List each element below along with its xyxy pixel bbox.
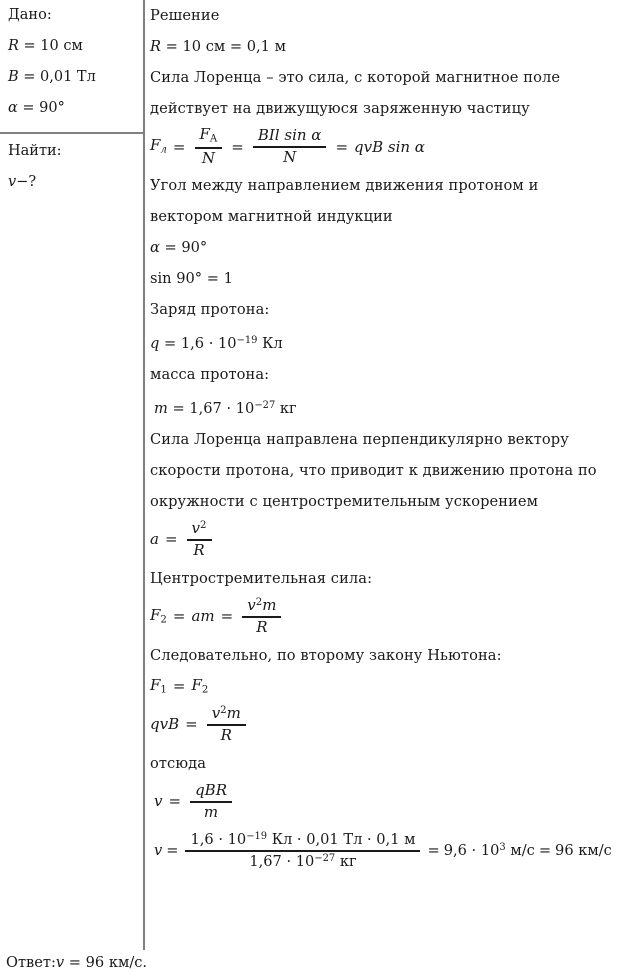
answer-label: Ответ: [6,954,56,971]
find-section [8,136,140,198]
velocity-result-km: 96 км/с [555,841,612,859]
force-equality-equals: = [172,676,186,695]
f2-symbol: F [150,606,161,625]
qvb-velocity-symbol: v [211,704,221,723]
solution-heading: Решение [150,7,220,24]
qvb-denominator: R [220,726,232,745]
result-mantissa: 9,6 · 10 [443,842,500,860]
charge-label: Заряд протона: [150,301,270,318]
given-induction-value: = 0,01 Тл [18,69,96,85]
velocity-fraction [190,782,232,822]
f2-subscript-ref: 2 [201,684,209,696]
formula-qvb-equation [150,702,638,748]
formula-velocity-numeric [150,825,638,877]
radius-symbol: R [150,38,161,55]
lorentz-fraction-expanded-numerator: BIl sin α [257,126,322,145]
f1-subscript: 1 [160,684,167,696]
lorentz-fraction-expanded [253,127,327,167]
find-heading: Найти: [8,143,62,159]
find-velocity-value: −? [16,174,37,190]
lorentz-fraction-ampere-numerator [195,126,223,146]
f2-mid-expression: am [191,607,215,626]
denominator-units: кг [335,853,357,871]
answer-line [6,950,147,976]
velocity-numeric-fraction [185,831,420,870]
velocity-equals: = [168,792,182,811]
given-induction-symbol: B [8,69,19,85]
answer-value: = 96 км/с. [64,954,148,971]
f2-denominator: R [256,618,268,637]
denominator-mantissa: 1,67 · 10 [249,853,315,871]
qvb-lhs: qvB [150,715,180,734]
lorentz-definition-line-1: Сила Лоренца – это сила, с которой магнитное поле [150,69,561,86]
perpendicular-description-line-1: Сила Лоренца направлена перпендикулярно вектору [150,430,569,448]
given-item-angle [8,93,140,124]
numerator-exponent: −19 [246,831,268,843]
result-unit: м/с [505,842,535,860]
lorentz-definition-line-2: действует на движущуюся заряженную частицу [150,100,530,117]
qvb-numerator [207,705,246,723]
given-section [8,0,140,124]
given-item-induction [8,62,140,93]
given-radius-value: = 10 см [18,38,83,54]
acceleration-symbol: a [150,530,159,549]
alpha-value: = 90° [159,239,208,256]
f2-velocity-exponent: 2 [255,596,263,608]
given-radius-symbol: R [8,38,19,54]
charge-value-line [150,325,638,359]
alpha-value-line [150,232,638,263]
find-item-velocity [8,167,140,198]
qvb-mass-symbol: m [226,704,241,723]
formula-centripetal-force [150,594,638,640]
alpha-symbol: α [150,239,160,256]
formula-velocity-symbolic [150,779,638,825]
f2-subscript: 2 [160,614,167,626]
numerator-mantissa: 1,6 · 10 [190,831,247,849]
newton-law-label: Следовательно, по второму закону Ньютона: [150,646,502,664]
qvb-fraction [207,705,246,745]
velocity-numeric-numerator [185,831,420,848]
solution-radius-conversion [150,31,638,62]
charge-unit: Кл [257,334,283,352]
mass-label: масса протона: [150,365,270,383]
formula-centripetal-acceleration [150,517,638,563]
f2-equals-2: = [220,607,234,626]
denominator-exponent: −27 [314,853,336,865]
lorentz-fraction-expanded-denominator: N [283,148,297,167]
perpendicular-description-line-3: окружности с центростремительным ускорением [150,492,539,510]
f2-fraction [242,597,281,637]
f2-lhs [150,608,167,626]
acceleration-equals: = [164,530,178,549]
force-equality-rhs [191,675,209,696]
acceleration-numerator [187,520,212,538]
mass-value-line [150,390,638,424]
lorentz-lhs [150,138,167,156]
charge-exponent: −19 [236,335,258,346]
formula-lorentz-force [150,124,638,170]
lorentz-equals-2: = [231,137,244,156]
column-divider [143,0,145,950]
lorentz-rhs: qvB sin α [354,137,425,156]
perpendicular-description-line-2: скорости протона, что приводит к движению протона по [150,461,597,479]
hence-label: отсюда [150,754,207,772]
lorentz-lhs-subscript: л [160,144,167,156]
numerator-units: Кл · 0,01 Тл · 0,1 м [267,831,416,849]
given-angle-value: = 90° [17,100,65,116]
velocity-numeric-equals-2: = [427,841,440,859]
fraction-bar [185,850,420,852]
charge-mantissa: = 1,6 · 10 [159,334,237,352]
velocity-numeric-denominator [244,853,361,870]
angle-description-line-2: вектором магнитной индукции [150,208,393,225]
angle-description-line-1: Угол между направлением движения протоном и [150,177,539,194]
qvb-velocity-exponent: 2 [220,704,227,716]
lorentz-fraction-ampere [195,126,223,168]
given-angle-symbol: α [8,100,18,116]
solution-section [150,0,638,877]
lorentz-lhs-symbol: F [150,136,161,155]
acceleration-fraction [187,520,212,560]
f2-symbol-ref: F [191,675,202,694]
qvb-equals: = [185,715,198,734]
mass-exponent: −27 [254,399,276,411]
given-item-radius [8,31,140,62]
given-find-divider [0,132,144,134]
f2-equals-1: = [172,607,186,626]
f2-mass-symbol: m [262,596,277,615]
ampere-force-symbol: F [199,125,210,144]
mass-unit: кг [275,399,297,417]
velocity-result-si [444,843,535,859]
velocity-numeric-lhs: v [154,841,163,859]
charge-symbol: q [150,334,160,352]
result-exponent: 3 [499,842,506,854]
velocity-numeric-equals-3: = [538,841,552,859]
ampere-force-subscript: A [209,133,218,145]
lorentz-equals-3: = [335,137,349,156]
mass-mantissa: = 1,67 · 10 [167,399,255,417]
mass-symbol: m [154,399,168,417]
force-equality-lhs [150,675,167,696]
velocity-denominator: m [203,803,219,822]
acceleration-denominator: R [193,541,205,560]
f2-numerator [242,597,281,615]
centripetal-force-label: Центростремительная сила: [150,569,373,587]
given-heading: Дано: [8,7,52,23]
sine-value-line: sin 90° = 1 [150,270,233,287]
velocity-numeric-equals-1: = [166,841,179,859]
velocity-exponent: 2 [200,519,207,531]
lorentz-fraction-ampere-denominator: N [201,149,215,168]
velocity-lhs: v [154,792,163,811]
lorentz-equals-1: = [172,137,186,156]
find-velocity-symbol: v [8,174,17,190]
velocity-symbol: v [191,519,201,538]
answer-symbol: v [55,954,65,971]
f1-symbol: F [150,675,161,694]
f2-velocity-symbol: v [247,596,256,615]
velocity-numerator: qBR [195,780,227,799]
formula-force-equality [150,671,638,702]
radius-conversion-value: = 10 см = 0,1 м [161,38,286,55]
